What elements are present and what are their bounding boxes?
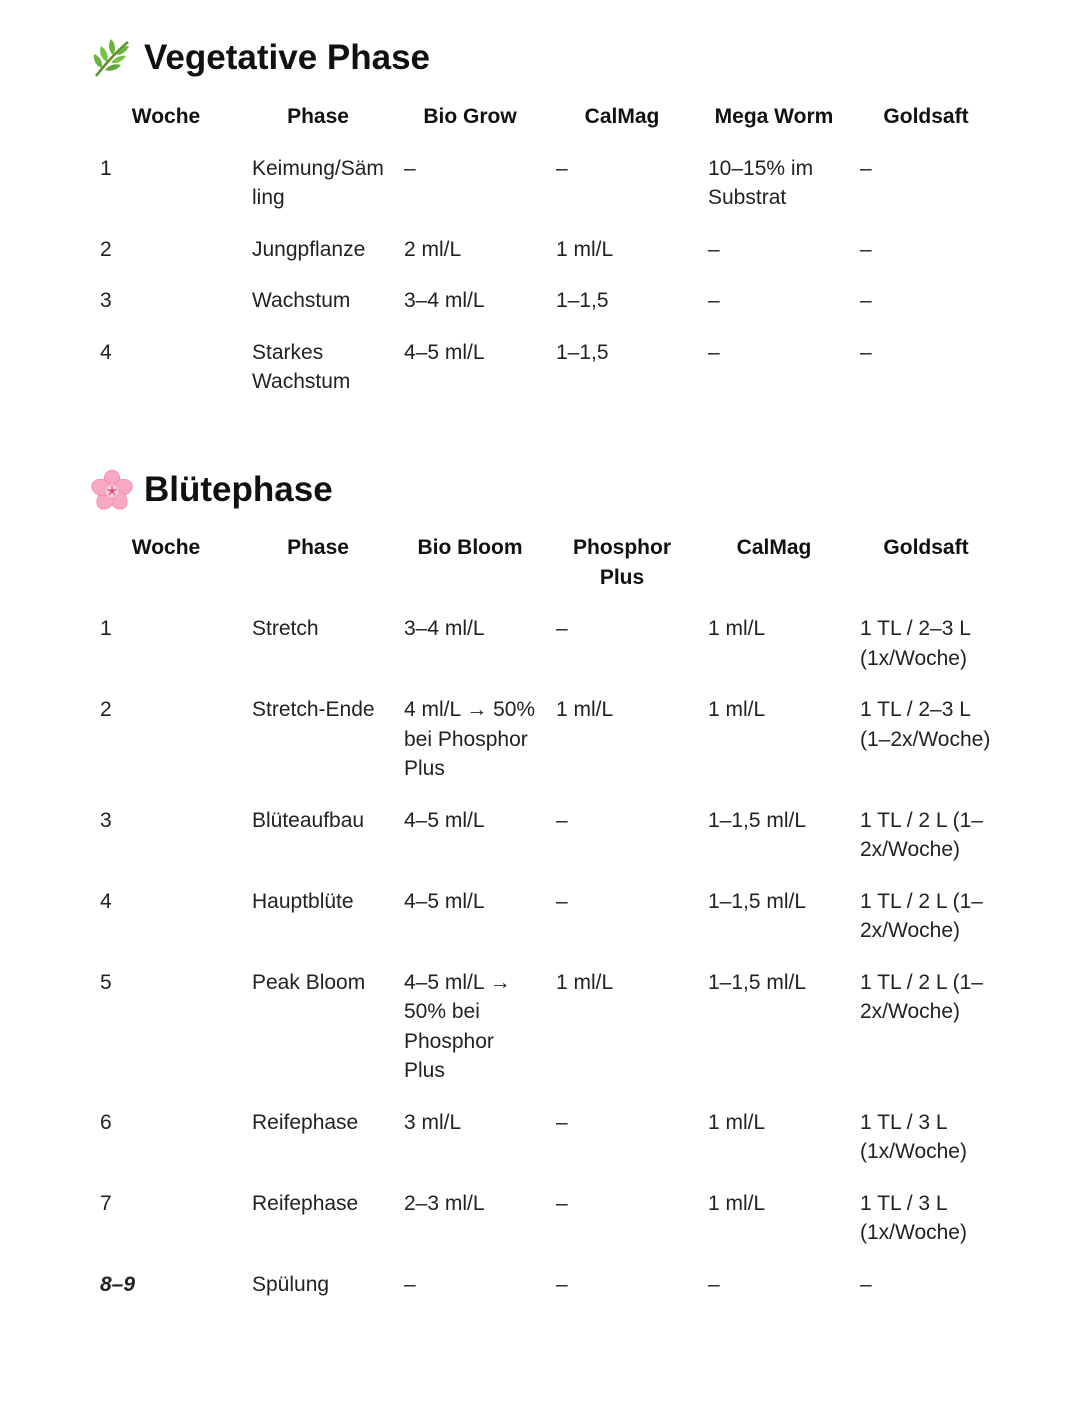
goldsaft-cell: 1 TL / 2 L (1–2x/Woche) <box>860 970 983 1023</box>
column-header-phosphor-plus: Phosphor Plus <box>573 536 671 589</box>
column-header-calmag: CalMag <box>736 536 812 559</box>
goldsaft-cell: – <box>860 156 872 180</box>
phosphor-plus-cell: – <box>556 889 568 913</box>
week-cell: 8–9 <box>100 1272 136 1296</box>
goldsaft-cell: 1 TL / 2–3 L (1–2x/Woche) <box>860 698 991 751</box>
week-cell: 1 <box>100 156 112 180</box>
bloom-schedule-table <box>90 533 1002 1321</box>
calmag-cell: 1–1,5 <box>556 340 609 364</box>
calmag-cell: 1 ml/L <box>708 698 766 721</box>
column-header-week: Woche <box>131 105 201 128</box>
mega-worm-cell: – <box>708 340 720 364</box>
column-header-bio-grow: Bio Grow <box>423 105 517 128</box>
phase-cell: Reifephase <box>252 1191 359 1215</box>
table-row <box>90 614 1002 695</box>
goldsaft-cell: 1 TL / 2–3 L (1x/Woche) <box>860 617 971 670</box>
phosphor-plus-cell: 1 ml/L <box>556 970 614 994</box>
goldsaft-cell: – <box>860 340 872 364</box>
column-header-goldsaft: Goldsaft <box>883 105 969 128</box>
week-cell: 6 <box>100 1110 112 1134</box>
bio-bloom-cell: 4–5 ml/L → 50% bei Phosphor Plus <box>404 970 511 1082</box>
section-heading: Vegetative Phase <box>144 38 430 77</box>
calmag-cell: 1 ml/L <box>708 617 766 640</box>
calmag-cell: 1–1,5 <box>556 289 609 312</box>
bio-grow-cell: 3–4 ml/L <box>404 289 485 312</box>
calmag-cell: – <box>708 1272 720 1296</box>
cherry-blossom-icon <box>90 468 134 512</box>
phosphor-plus-cell: – <box>556 1272 568 1296</box>
phase-cell: Peak Bloom <box>252 970 366 994</box>
calmag-cell: 1–1,5 ml/L <box>708 808 807 832</box>
bio-bloom-cell: – <box>404 1272 416 1296</box>
table-row <box>90 1189 1002 1270</box>
table-row <box>90 806 1002 887</box>
phase-cell: Keimung/Sämling <box>252 156 384 209</box>
goldsaft-cell: 1 TL / 2 L (1–2x/Woche) <box>860 808 983 861</box>
column-header-week: Woche <box>131 536 201 559</box>
table-header-row <box>90 102 1002 154</box>
goldsaft-cell: 1 TL / 3 L (1x/Woche) <box>860 1110 967 1163</box>
goldsaft-cell: 1 TL / 3 L (1x/Woche) <box>860 1191 967 1244</box>
bio-bloom-cell: 4–5 ml/L <box>404 808 485 832</box>
column-header-goldsaft: Goldsaft <box>883 536 969 559</box>
week-cell: 4 <box>100 889 112 913</box>
herb-leaf-icon <box>90 36 134 80</box>
week-cell: 2 <box>100 237 112 261</box>
mega-worm-cell: – <box>708 289 720 312</box>
week-cell: 3 <box>100 289 112 312</box>
table-row <box>90 154 1002 235</box>
vegetative-section-title <box>90 36 430 80</box>
table-row <box>90 695 1002 806</box>
calmag-cell: 1 ml/L <box>556 237 614 261</box>
calmag-cell: – <box>556 156 568 180</box>
phase-cell: Jungpflanze <box>252 237 366 261</box>
goldsaft-cell: – <box>860 1272 872 1296</box>
phosphor-plus-cell: – <box>556 1191 568 1215</box>
goldsaft-cell: – <box>860 237 872 261</box>
bio-bloom-cell: 3 ml/L <box>404 1110 462 1134</box>
phase-cell: Wachstum <box>252 289 351 312</box>
calmag-cell: 1–1,5 ml/L <box>708 970 807 994</box>
bio-grow-cell: 4–5 ml/L <box>404 340 485 364</box>
phase-cell: Spülung <box>252 1272 330 1296</box>
calmag-cell: 1 ml/L <box>708 1191 766 1215</box>
phosphor-plus-cell: 1 ml/L <box>556 698 614 721</box>
week-cell: 4 <box>100 340 112 364</box>
column-header-calmag: CalMag <box>584 105 660 128</box>
table-row <box>90 1108 1002 1189</box>
table-row <box>90 235 1002 287</box>
column-header-bio-bloom: Bio Bloom <box>417 536 523 559</box>
goldsaft-cell: – <box>860 289 872 312</box>
phosphor-plus-cell: – <box>556 1110 568 1134</box>
section-heading: Blütephase <box>144 470 333 509</box>
phase-cell: Stretch-Ende <box>252 698 375 721</box>
phosphor-plus-cell: – <box>556 617 568 640</box>
bio-bloom-cell: 2–3 ml/L <box>404 1191 485 1215</box>
bio-bloom-cell: 4 ml/L → 50% bei Phosphor Plus <box>404 698 536 780</box>
mega-worm-cell: 10–15% im Substrat <box>708 156 814 209</box>
bio-grow-cell: – <box>404 156 416 180</box>
column-header-phase: Phase <box>287 536 349 559</box>
phase-cell: Blüteaufbau <box>252 808 365 832</box>
phosphor-plus-cell: – <box>556 808 568 832</box>
table-row <box>90 1270 1002 1322</box>
phase-cell: Starkes Wachstum <box>252 340 351 393</box>
table-row <box>90 968 1002 1108</box>
vegetative-schedule-table <box>90 102 1002 419</box>
table-row <box>90 286 1002 338</box>
week-cell: 2 <box>100 698 112 721</box>
bio-bloom-cell: 4–5 ml/L <box>404 889 485 913</box>
table-row <box>90 338 1002 419</box>
bio-grow-cell: 2 ml/L <box>404 237 462 261</box>
bio-bloom-cell: 3–4 ml/L <box>404 617 485 640</box>
week-cell: 5 <box>100 970 112 994</box>
table-row <box>90 887 1002 968</box>
table-header-row <box>90 533 1002 614</box>
phase-cell: Reifephase <box>252 1110 359 1134</box>
mega-worm-cell: – <box>708 237 720 261</box>
column-header-phase: Phase <box>287 105 349 128</box>
week-cell: 3 <box>100 808 112 832</box>
phase-cell: Stretch <box>252 617 319 640</box>
phase-cell: Hauptblüte <box>252 889 354 913</box>
calmag-cell: 1 ml/L <box>708 1110 766 1134</box>
bloom-section-title <box>90 468 333 512</box>
calmag-cell: 1–1,5 ml/L <box>708 889 807 913</box>
week-cell: 7 <box>100 1191 112 1215</box>
week-cell: 1 <box>100 617 112 640</box>
column-header-mega-worm: Mega Worm <box>714 105 834 128</box>
goldsaft-cell: 1 TL / 2 L (1–2x/Woche) <box>860 889 983 942</box>
